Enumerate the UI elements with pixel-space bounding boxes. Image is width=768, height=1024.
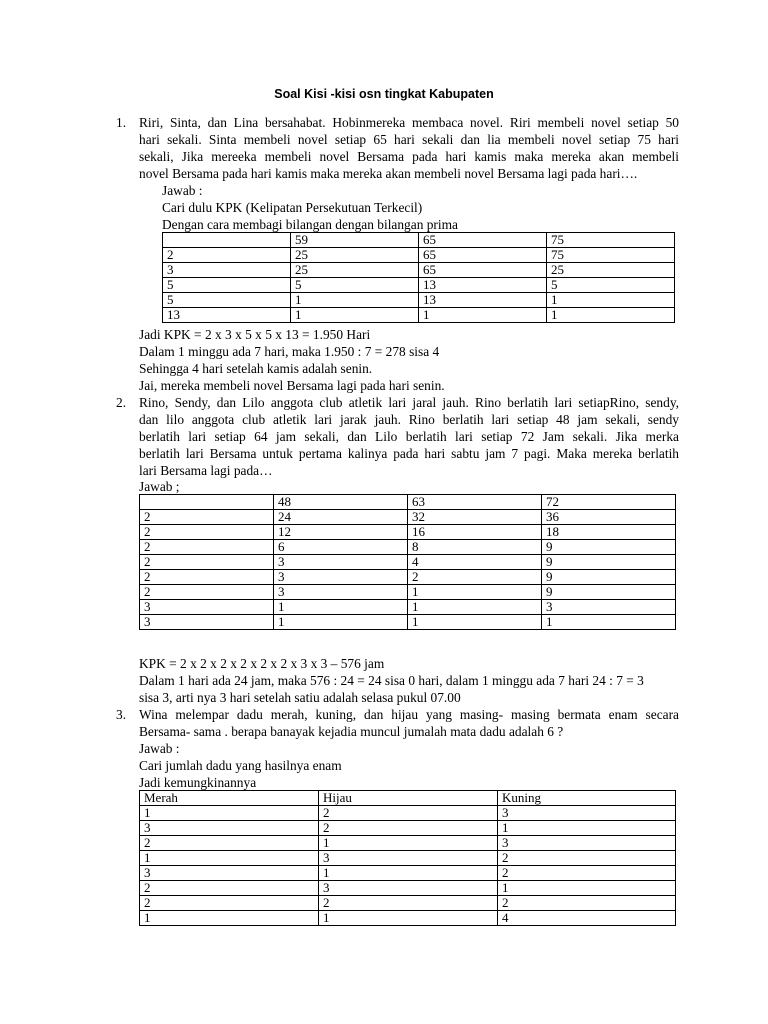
q1-table-cell: 65: [419, 233, 547, 248]
q3-table-row: [140, 911, 676, 926]
q3-table-cell: 3: [319, 881, 498, 896]
q2-table-cell: 9: [542, 540, 676, 555]
q2-table-cell: 36: [542, 510, 676, 525]
q2-table-cell: 3: [542, 600, 676, 615]
q1-table-cell: 25: [291, 263, 419, 278]
q2-table-cell: 9: [542, 555, 676, 570]
q3-table-cell: 3: [319, 851, 498, 866]
q3-table-cell: 2: [140, 881, 319, 896]
q1-table-cell: 5: [547, 278, 675, 293]
q2-table-cell: 8: [408, 540, 542, 555]
q1-table-cell: 75: [547, 233, 675, 248]
q2-table-row: [140, 615, 676, 630]
q1-text-line: Riri, Sinta, dan Lina bersahabat. Hobinmereka membaca novel. Riri membeli novel setiap 50: [139, 115, 679, 130]
q1-table-cell: 75: [547, 248, 675, 263]
q2-table-row: [140, 555, 676, 570]
question-1-text: [139, 114, 679, 182]
question-2-number: 2.: [116, 395, 127, 410]
q2-table-cell: 2: [140, 510, 274, 525]
q3-text-line: Wina melempar dadu merah, kuning, dan hijau yang masing- masing bermata enam secara: [139, 707, 679, 722]
q2-table-cell: 1: [408, 615, 542, 630]
q3-table-cell: 1: [498, 881, 676, 896]
q2-table-cell: [140, 495, 274, 510]
q3-table-cell: 2: [319, 821, 498, 836]
q1-result-line: Dalam 1 minggu ada 7 hari, maka 1.950 : 7 = 278 sisa 4: [139, 344, 440, 359]
q1-table-cell: 5: [291, 278, 419, 293]
q2-result-line: sisa 3, arti nya 3 hari setelah satiu adalah selasa pukul 07.00: [139, 690, 461, 705]
q1-table-cell: [163, 233, 291, 248]
q2-table-cell: 32: [408, 510, 542, 525]
q2-table-cell: 2: [140, 540, 274, 555]
q1-step-2: Dengan cara membagi bilangan dengan bilangan prima: [162, 217, 458, 232]
q2-table-row: [140, 585, 676, 600]
q3-table-cell: Kuning: [498, 791, 676, 806]
q3-answer-label: Jawab :: [139, 741, 180, 756]
q2-table-cell: 9: [542, 585, 676, 600]
q1-table-cell: 1: [547, 293, 675, 308]
q3-table-cell: Merah: [140, 791, 319, 806]
q1-table-cell: 13: [419, 293, 547, 308]
q3-table-cell: 3: [140, 866, 319, 881]
q2-table-cell: 24: [274, 510, 408, 525]
q3-table-cell: 2: [140, 896, 319, 911]
q2-table-cell: 1: [408, 600, 542, 615]
q2-table-cell: 16: [408, 525, 542, 540]
q1-text-line: sekali, Jika mereeka membeli novel Bersama pada hari kamis maka mereka akan membeli: [139, 149, 679, 164]
q1-table-cell: 25: [547, 263, 675, 278]
q3-table-cell: 1: [498, 821, 676, 836]
q1-prime-division-table: [162, 232, 675, 323]
q2-table-cell: 72: [542, 495, 676, 510]
q3-table-row: [140, 836, 676, 851]
q2-table-cell: 1: [408, 585, 542, 600]
q2-text-line: berlatih lari Bersama untuk pertama kalinya pada hari sabtu jam 7 pagi. Maka mereka berlatih: [139, 446, 679, 461]
q2-table-cell: 63: [408, 495, 542, 510]
q1-text-line: novel Bersama pada hari kamis maka mereka akan membeli novel Bersama lagi pada hari….: [139, 166, 638, 181]
q1-table-cell: 13: [419, 278, 547, 293]
q1-table-cell: 2: [163, 248, 291, 263]
q2-table-cell: 2: [408, 570, 542, 585]
q3-step-2: Jadi kemungkinannya: [139, 775, 257, 790]
q2-table-cell: 1: [542, 615, 676, 630]
q1-result-line: Sehingga 4 hari setelah kamis adalah senin.: [139, 361, 373, 376]
q3-table-cell: 2: [319, 806, 498, 821]
q1-table-row: [163, 278, 675, 293]
q3-table-cell: 1: [319, 836, 498, 851]
q1-table-row: [163, 263, 675, 278]
q2-table-row: [140, 525, 676, 540]
q2-table-row: [140, 540, 676, 555]
q1-table-cell: 1: [291, 308, 419, 323]
q2-table-cell: 2: [140, 525, 274, 540]
q1-table-cell: 65: [419, 248, 547, 263]
q1-table-row: [163, 248, 675, 263]
q1-table-cell: 59: [291, 233, 419, 248]
q1-table-cell: 1: [291, 293, 419, 308]
question-2-text: [139, 394, 679, 479]
q2-table-cell: 18: [542, 525, 676, 540]
q1-step-1: Cari dulu KPK (Kelipatan Persekutuan Terkecil): [162, 200, 423, 215]
question-3-number: 3.: [116, 707, 127, 722]
q2-table-cell: 3: [140, 615, 274, 630]
q2-table-cell: 48: [274, 495, 408, 510]
q1-table-cell: 1: [547, 308, 675, 323]
q2-table-cell: 3: [140, 600, 274, 615]
q2-table-cell: 4: [408, 555, 542, 570]
q3-table-cell: 2: [498, 851, 676, 866]
q3-table-cell: 3: [498, 806, 676, 821]
q1-table-row: [163, 233, 675, 248]
q3-table-cell: 4: [498, 911, 676, 926]
q2-table-cell: 3: [274, 570, 408, 585]
q2-table-cell: 2: [140, 570, 274, 585]
q2-answer-label: Jawab ;: [139, 479, 180, 494]
q1-table-cell: 3: [163, 263, 291, 278]
q2-prime-division-table: [139, 494, 676, 630]
q3-table-cell: 1: [319, 866, 498, 881]
q3-table-cell: 2: [140, 836, 319, 851]
q1-table-row: [163, 293, 675, 308]
q2-table-cell: 3: [274, 555, 408, 570]
q2-table-row: [140, 510, 676, 525]
q2-result-line: Dalam 1 hari ada 24 jam, maka 576 : 24 = 24 sisa 0 hari, dalam 1 minggu ada 7 hari 24 : 7 = 3: [139, 673, 644, 688]
q2-table-cell: 6: [274, 540, 408, 555]
q2-table-cell: 2: [140, 555, 274, 570]
q3-table-cell: 1: [140, 806, 319, 821]
q3-step-1: Cari jumlah dadu yang hasilnya enam: [139, 758, 342, 773]
q3-table-cell: Hijau: [319, 791, 498, 806]
q1-result-line: Jai, mereka membeli novel Bersama lagi pada hari senin.: [139, 378, 445, 393]
q2-text-line: berlatih lari setiap 64 jam sekali, dan Lilo berlatih lari setiap 72 Jam sekali. Jika merka: [139, 429, 679, 444]
question-1-number: 1.: [116, 115, 127, 130]
q3-table-cell: 1: [140, 911, 319, 926]
q1-text-line: hari sekali. Sinta membeli novel setiap 65 hari sekali dan lia membeli novel setiap 75 hari: [139, 132, 679, 147]
q1-table-row: [163, 308, 675, 323]
q1-table-cell: 5: [163, 293, 291, 308]
q2-table-row: [140, 600, 676, 615]
q2-table-cell: 2: [140, 585, 274, 600]
q2-table-row: [140, 570, 676, 585]
q2-table-cell: 9: [542, 570, 676, 585]
q3-table-row: [140, 881, 676, 896]
q3-table-row: [140, 866, 676, 881]
q3-table-row: [140, 821, 676, 836]
q1-table-cell: 25: [291, 248, 419, 263]
q1-table-cell: 65: [419, 263, 547, 278]
q3-table-cell: 2: [498, 866, 676, 881]
question-3-text: [139, 706, 679, 740]
q3-table-row: [140, 896, 676, 911]
q2-text-line: lari Bersama lagi pada…: [139, 463, 273, 478]
q3-table-row: [140, 851, 676, 866]
q3-table-cell: 1: [319, 911, 498, 926]
q2-table-cell: 12: [274, 525, 408, 540]
q3-table-cell: 1: [140, 851, 319, 866]
q3-dice-combinations-table: [139, 790, 676, 926]
q3-table-cell: 2: [319, 896, 498, 911]
q2-table-cell: 1: [274, 600, 408, 615]
q3-table-row: [140, 791, 676, 806]
q1-table-cell: 1: [419, 308, 547, 323]
q2-text-line: dan lilo anggota club atletik lari jarak jauh. Rino berlatih lari setiap 48 jam sekali, sendy: [139, 412, 679, 427]
q2-table-cell: 1: [274, 615, 408, 630]
q1-answer-label: Jawab :: [162, 183, 203, 198]
q3-table-row: [140, 806, 676, 821]
q1-table-cell: 13: [163, 308, 291, 323]
q3-table-cell: 2: [498, 896, 676, 911]
q2-kpk-line: KPK = 2 x 2 x 2 x 2 x 2 x 2 x 3 x 3 – 576 jam: [139, 656, 385, 671]
q2-table-row: [140, 495, 676, 510]
q2-table-cell: 3: [274, 585, 408, 600]
q1-table-cell: 5: [163, 278, 291, 293]
document-title: Soal Kisi -kisi osn tingkat Kabupaten: [274, 87, 494, 101]
q2-text-line: Rino, Sendy, dan Lilo anggota club atletik lari jaral jauh. Rino berlatih lari setiapRino, sendy,: [139, 395, 679, 410]
q3-table-cell: 3: [498, 836, 676, 851]
q1-result-line: Jadi KPK = 2 x 3 x 5 x 5 x 13 = 1.950 Hari: [139, 327, 371, 342]
q3-text-line: Bersama- sama . berapa banayak kejadia muncul jumalah mata dadu adalah 6 ?: [139, 724, 564, 739]
q3-table-cell: 3: [140, 821, 319, 836]
